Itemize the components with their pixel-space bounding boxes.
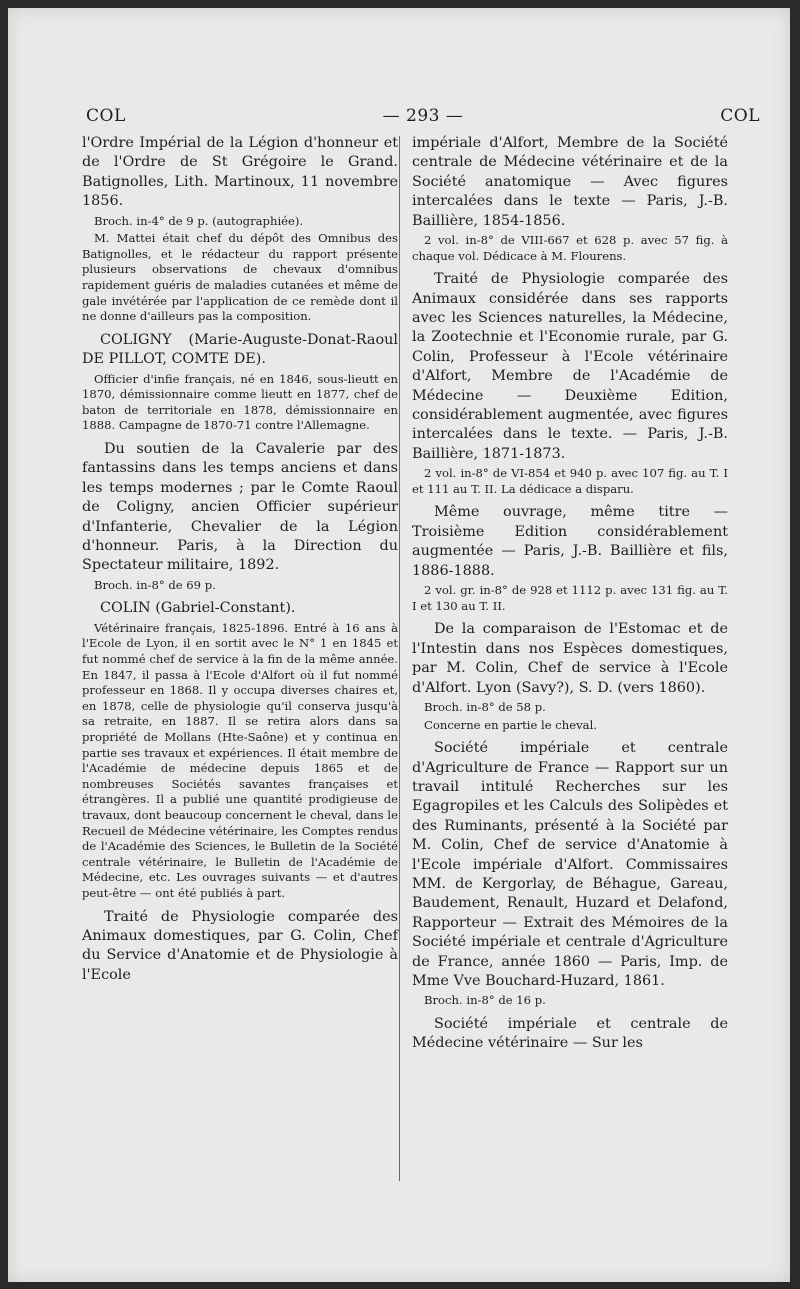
right-note: 2 vol. in-8° de VIII-667 et 628 p. avec 57 fig. à chaque vol. Dédicace à M. Flourens. xyxy=(412,233,728,263)
right-entry-title: Traité de Physiologie comparée des Animaux considérée dans ses rapports avec les Sciences naturelles, la Médecine, la Zootechnie et l'Economie rurale, par G. Colin, Professeur à l'Ecole vétérinaire d'Alfort, Membre de l'Académie de Médecine — Deuxième Edition, considérablement augmentée, avec figures intercalées dans le texte. — Paris, J.-B. Baillière, 1871-1873. xyxy=(412,271,728,462)
left-note: Officier d'infie français, né en 1846, sous-lieutt en 1870, démissionnaire comme lieutt en 1877, chef de baton de territoriale en 1878, démissionnaire en 1888. Campagne de 1870-71 contre l'Allemagne. xyxy=(82,371,398,433)
left-author-heading: COLIN (Gabriel-Constant). xyxy=(100,600,296,617)
right-note: Broch. in-8° de 58 p. xyxy=(424,699,546,714)
left-note: Vétérinaire français, 1825-1896. Entré à 16 ans à l'Ecole de Lyon, il en sortit avec le N° 1 en 1845 et fut nommé chef de service à la fin de la même année. En 1847, il passa à l'Ecole d'Alfort où il fut nommé professeur en 1868. Il y occupa diverses chaires et, en 1878, celle de physiologie qu'il conserva jusqu'à sa retraite, en 1887. Il se retira alors dans sa propriété de Mollans (Hte-Saône) et y continua en partie ses travaux et expériences. Il était membre de l'Académie de médecine depuis 1865 et de nombreuses Sociétés savantes françaises et étrangères. Il a publié une quantité prodigieuse de travaux, dont beaucoup concernent le cheval, dans le Recueil de Médecine vétérinaire, les Comptes rendus de l'Académie des Sciences, le Bulletin de la Société centrale vétérinaire, le Bulletin de l'Académie de Médecine, etc. Les ouvrages suivants — et d'autres peut-être — ont été publiés à part. xyxy=(82,620,398,900)
right-note: Concerne en partie le cheval. xyxy=(424,717,597,732)
left-author-heading: COLIGNY (Marie-Auguste-Donat-Raoul DE PILLOT, COMTE DE). xyxy=(82,331,398,368)
left-note: Broch. in-4° de 9 p. (autographiée). xyxy=(94,213,304,228)
book-page xyxy=(8,8,790,1282)
header-right: COL xyxy=(720,106,760,126)
right-entry-continued: impériale d'Alfort, Membre de la Société centrale de Médecine vétérinaire et de la Société anatomique — Avec figures intercalées dans le texte — Paris, J.-B. Baillière, 1854-1856. xyxy=(412,135,728,229)
right-note: Broch. in-8° de 16 p. xyxy=(424,993,546,1008)
page-number: — 293 — xyxy=(382,106,464,126)
right-entry-title: Même ouvrage, même titre — Troisième Edition considérablement augmentée — Paris, J.-B. Baillière et fils, 1886-1888. xyxy=(412,504,728,579)
right-entry-title: De la comparaison de l'Estomac et de l'Intestin dans nos Espèces domestiques, par M. Colin, Chef de service à l'Ecole d'Alfort. Lyon (Savy?), S. D. (vers 1860). xyxy=(412,621,728,696)
right-entry-title: Société impériale et centrale de Médecine vétérinaire — Sur les xyxy=(412,1015,728,1052)
right-entry-title: Société impériale et centrale d'Agriculture de France — Rapport sur un travail intitulé Recherches sur les Egagropiles et les Calculs des Solipèdes et des Ruminants, présenté à la Société par M. Colin, Chef de service d'Anatomie à l'Ecole impériale d'Alfort. Commissaires MM. de Kergorlay, de Béhague, Gareau, Baudement, Renault, Huzard et Delafond, Rapporteur — Extrait des Mémoires de la Société impériale et centrale d'Agriculture de France, année 1860 — Paris, Imp. de Mme Vve Bouchard-Huzard, 1861. xyxy=(412,740,728,989)
column-divider xyxy=(399,136,400,1181)
header-left: COL xyxy=(86,106,126,126)
left-entry-title: Du soutien de la Cavalerie par des fantassins dans les temps anciens et dans les temps modernes ; par le Comte Raoul de Coligny, ancien Officier supérieur d'Infanterie, Chevalier de la Légion d'honneur. Paris, à la Direction du Spectateur militaire, 1892. xyxy=(82,440,398,574)
left-note: M. Mattei était chef du dépôt des Omnibus des Batignolles, et le rédacteur du rapport présente plusieurs observations de chevaux d'omnibus rapidement guéris de maladies cutanées et même de gale invétérée par l'application de ce remède dont il ne donne d'ailleurs pas la composition. xyxy=(82,231,398,324)
left-note: Broch. in-8° de 69 p. xyxy=(94,577,216,592)
left-entry-title: Traité de Physiologie comparée des Animaux domestiques, par G. Colin, Chef du Service d'Anatomie et de Physiologie à l'Ecole xyxy=(82,908,398,983)
right-column xyxy=(412,134,728,1054)
right-note: 2 vol. gr. in-8° de 928 et 1112 p. avec 131 fig. au T. I et 130 au T. II. xyxy=(412,583,728,613)
left-entry-continued: l'Ordre Impérial de la Légion d'honneur et de l'Ordre de St Grégoire le Grand. Batignolles, Lith. Martinoux, 11 novembre 1856. xyxy=(82,135,398,210)
left-column xyxy=(82,134,398,985)
page-header xyxy=(86,106,760,132)
right-note: 2 vol. in-8° de VI-854 et 940 p. avec 107 fig. au T. I et 111 au T. II. La dédicace a disparu. xyxy=(412,466,728,496)
